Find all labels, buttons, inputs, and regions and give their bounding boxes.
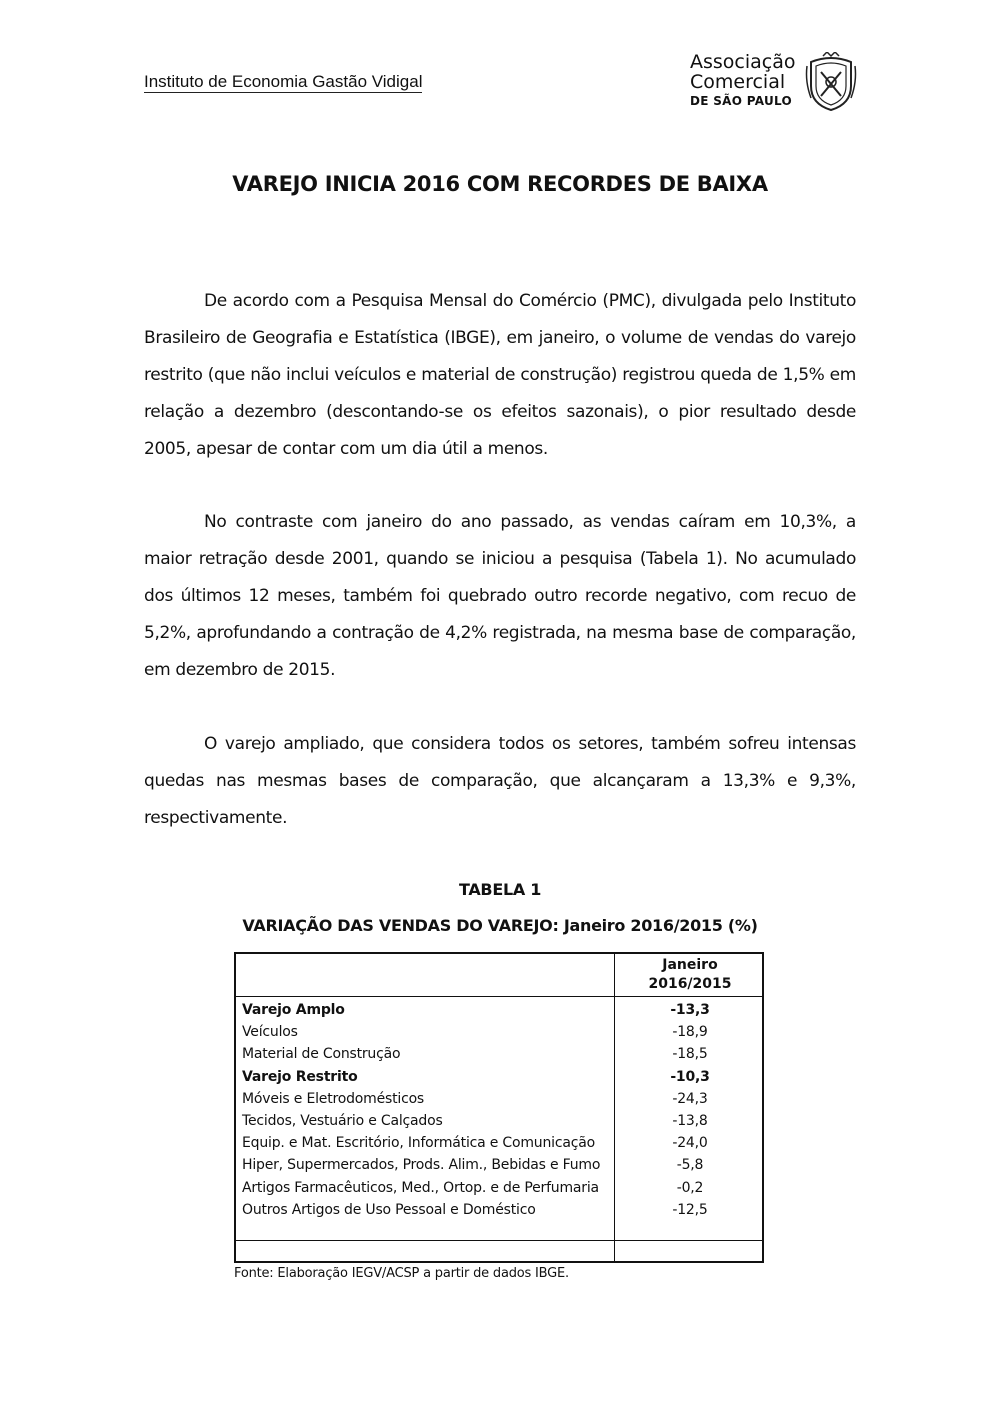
row-value: -12,5 xyxy=(672,1201,708,1218)
table-source: Fonte: Elaboração IEGV/ACSP a partir de dados IBGE. xyxy=(234,1266,569,1281)
table-row xyxy=(236,1088,762,1110)
table-row xyxy=(236,1132,762,1154)
row-value: -13,8 xyxy=(672,1112,708,1129)
table-row xyxy=(236,1110,762,1132)
row-label: Veículos xyxy=(242,1024,298,1041)
logo-line-3: DE SÃO PAULO xyxy=(690,94,793,108)
logo-text xyxy=(690,52,800,110)
row-label: Outros Artigos de Uso Pessoal e Doméstico xyxy=(242,1201,536,1218)
row-label: Varejo Restrito xyxy=(242,1068,358,1085)
row-label: Artigos Farmacêuticos, Med., Ortop. e de Perfumaria xyxy=(242,1179,599,1196)
column-header-line-2: 2016/2015 xyxy=(648,976,732,992)
row-value: -10,3 xyxy=(670,1068,710,1085)
row-label: Hiper, Supermercados, Prods. Alim., Bebidas e Fumo xyxy=(242,1157,601,1174)
table-row xyxy=(236,1177,762,1199)
page-title: VAREJO INICIA 2016 COM RECORDES DE BAIXA xyxy=(232,172,768,196)
row-label: Móveis e Eletrodomésticos xyxy=(242,1090,425,1107)
row-value: -5,8 xyxy=(676,1157,704,1174)
table-row xyxy=(236,999,762,1021)
table-number: TABELA 1 xyxy=(458,880,542,899)
data-table xyxy=(234,952,764,1263)
table-row xyxy=(236,1066,762,1088)
table-header-divider xyxy=(236,996,762,997)
table-row xyxy=(236,1043,762,1065)
coat-of-arms-icon xyxy=(803,52,859,114)
table-row xyxy=(236,1154,762,1176)
table-body xyxy=(236,999,762,1221)
row-value: -18,5 xyxy=(672,1046,708,1063)
paragraph-3: O varejo ampliado, que considera todos os setores, também sofreu intensas quedas nas mesmas bases de comparação, que alcançaram a 13,3% e 9,3%, respectivamente. xyxy=(144,734,856,828)
table-row xyxy=(236,1199,762,1221)
table-title: VARIAÇÃO DAS VENDAS DO VAREJO: Janeiro 2016/2015 (%) xyxy=(242,916,758,935)
column-header xyxy=(616,956,764,994)
table-row xyxy=(236,1021,762,1043)
acsp-logo xyxy=(690,52,865,114)
row-value: -24,3 xyxy=(672,1090,708,1107)
row-label: Tecidos, Vestuário e Calçados xyxy=(242,1112,443,1129)
row-value: -24,0 xyxy=(672,1135,708,1152)
table-footer-divider xyxy=(236,1240,762,1241)
logo-line-2: Comercial xyxy=(690,71,786,93)
logo-line-1: Associação xyxy=(690,51,796,73)
row-label: Varejo Amplo xyxy=(242,1002,345,1018)
institute-name: Instituto de Economia Gastão Vidigal xyxy=(144,72,423,91)
paragraph-1: De acordo com a Pesquisa Mensal do Comércio (PMC), divulgada pelo Instituto Brasileiro de Geografia e Estatística (IBGE), em janeiro, o volume de vendas do varejo restrito (que não inclui veículos e material de construção) registrou queda de 1,5% em relação a dezembro (descontando-se os efeitos sazonais), o pior resultado desde 2005, apesar de contar com um dia útil a menos. xyxy=(144,291,856,459)
row-value: -13,3 xyxy=(670,1002,710,1018)
column-header-line-1: Janeiro xyxy=(662,957,718,973)
paragraph-2: No contraste com janeiro do ano passado, as vendas caíram em 10,3%, a maior retração desde 2001, quando se iniciou a pesquisa (Tabela 1). No acumulado dos últimos 12 meses, também foi quebrado outro recorde negativo, com recuo de 5,2%, aprofundando a contração de 4,2% registrada, na mesma base de comparação, em dezembro de 2015. xyxy=(144,512,856,680)
row-label: Material de Construção xyxy=(242,1046,401,1063)
row-value: -0,2 xyxy=(676,1179,704,1196)
row-label: Equip. e Mat. Escritório, Informática e Comunicação xyxy=(242,1135,595,1152)
row-value: -18,9 xyxy=(672,1024,708,1041)
